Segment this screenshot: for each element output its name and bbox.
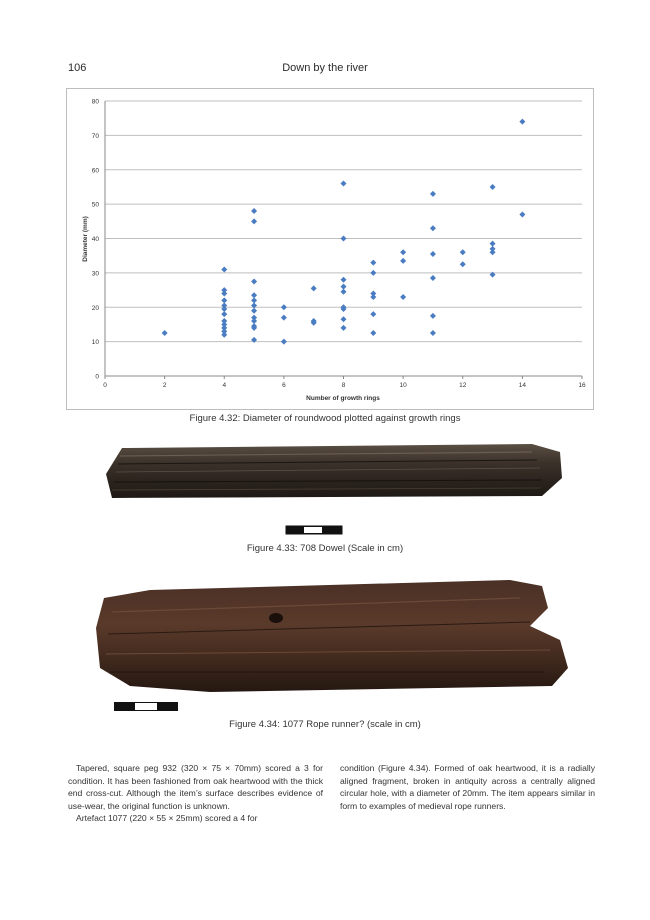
data-point (490, 184, 496, 190)
x-tick-label: 0 (103, 382, 107, 389)
figure-caption-4-34: Figure 4.34: 1077 Rope runner? (scale in cm) (229, 719, 421, 730)
x-tick-label: 6 (282, 382, 286, 389)
data-point (251, 278, 257, 284)
data-point (162, 330, 168, 336)
data-point (430, 330, 436, 336)
y-tick-label: 80 (91, 98, 99, 106)
y-tick-label: 70 (91, 132, 99, 140)
data-point (490, 249, 496, 255)
data-point (370, 294, 376, 300)
data-point (221, 291, 227, 297)
data-point (460, 249, 466, 255)
data-point (460, 261, 466, 267)
data-point (341, 325, 347, 331)
dowel-photo (92, 438, 570, 538)
data-point (311, 285, 317, 291)
x-tick-label: 4 (222, 382, 227, 389)
rope-runner-photo (90, 568, 580, 716)
x-axis-label: Number of growth rings (306, 395, 380, 402)
data-point (370, 260, 376, 266)
data-point (251, 308, 257, 314)
data-point (430, 313, 436, 319)
paragraph: Tapered, square peg 932 (320 × 75 × 70mm) scored a 3 for condition. It has been fashioned from oak heartwood with the thick end cross-cut. Although the item’s surface describes evidence of use-wear, the original function is unknown. (68, 763, 323, 811)
data-point (341, 236, 347, 242)
y-tick-label: 0 (95, 373, 99, 381)
data-point (251, 297, 257, 303)
dowel-image (92, 438, 570, 538)
x-tick-label: 12 (459, 382, 467, 389)
data-point (221, 332, 227, 338)
x-tick-label: 10 (399, 382, 407, 389)
paragraph: condition (Figure 4.34). Formed of oak heartwood, it is a radially aligned fragment, broken in antiquity across a centrally aligned circular hole, with a diameter of 20mm. The item appears similar in form to examples of medieval rope runners. (340, 763, 595, 811)
rope-runner-image (90, 568, 580, 716)
y-tick-label: 10 (91, 339, 99, 347)
data-point (370, 330, 376, 336)
figure-caption-4-32: Figure 4.32: Diameter of roundwood plotted against growth rings (189, 413, 461, 424)
data-point (281, 304, 287, 310)
data-point (370, 311, 376, 317)
scale-bar-icon (114, 702, 178, 711)
y-tick-label: 40 (91, 236, 99, 243)
data-point (221, 297, 227, 303)
body-column-right (340, 762, 595, 812)
data-point (519, 119, 525, 125)
y-axis-label: Diameter (mm) (82, 216, 89, 262)
data-point (251, 208, 257, 214)
y-tick-label: 30 (91, 270, 99, 278)
x-tick-label: 14 (518, 382, 526, 389)
data-point (400, 258, 406, 264)
data-point (370, 270, 376, 276)
page-number: 106 (68, 62, 87, 74)
data-point (281, 315, 287, 321)
data-point (400, 249, 406, 255)
data-point (430, 191, 436, 197)
data-point (251, 218, 257, 224)
y-tick-label: 50 (91, 201, 99, 209)
figure-caption-4-33: Figure 4.33: 708 Dowel (Scale in cm) (246, 543, 404, 554)
data-point (251, 292, 257, 298)
data-point (281, 339, 287, 345)
x-tick-label: 2 (162, 382, 167, 389)
y-tick-label: 20 (91, 304, 99, 312)
data-point (490, 241, 496, 247)
data-point (221, 266, 227, 272)
data-point (400, 294, 406, 300)
data-point (430, 251, 436, 257)
data-point (341, 316, 347, 322)
data-point (341, 289, 347, 295)
x-tick-label: 8 (341, 382, 346, 389)
data-point (519, 211, 525, 217)
data-point (341, 277, 347, 283)
x-tick-label: 16 (578, 382, 586, 389)
body-column-left (68, 762, 323, 825)
y-tick-label: 60 (91, 167, 99, 175)
running-title: Down by the river (282, 62, 368, 74)
scale-bar-icon (286, 526, 342, 534)
data-point (430, 275, 436, 281)
scatter-chart (66, 88, 594, 410)
data-point (221, 311, 227, 317)
data-point (251, 318, 257, 324)
scatter-chart-svg (67, 89, 595, 411)
data-point (341, 181, 347, 187)
paragraph: Artefact 1077 (220 × 55 × 25mm) scored a 4 for (76, 813, 258, 824)
data-point (341, 284, 347, 290)
data-point (430, 225, 436, 231)
